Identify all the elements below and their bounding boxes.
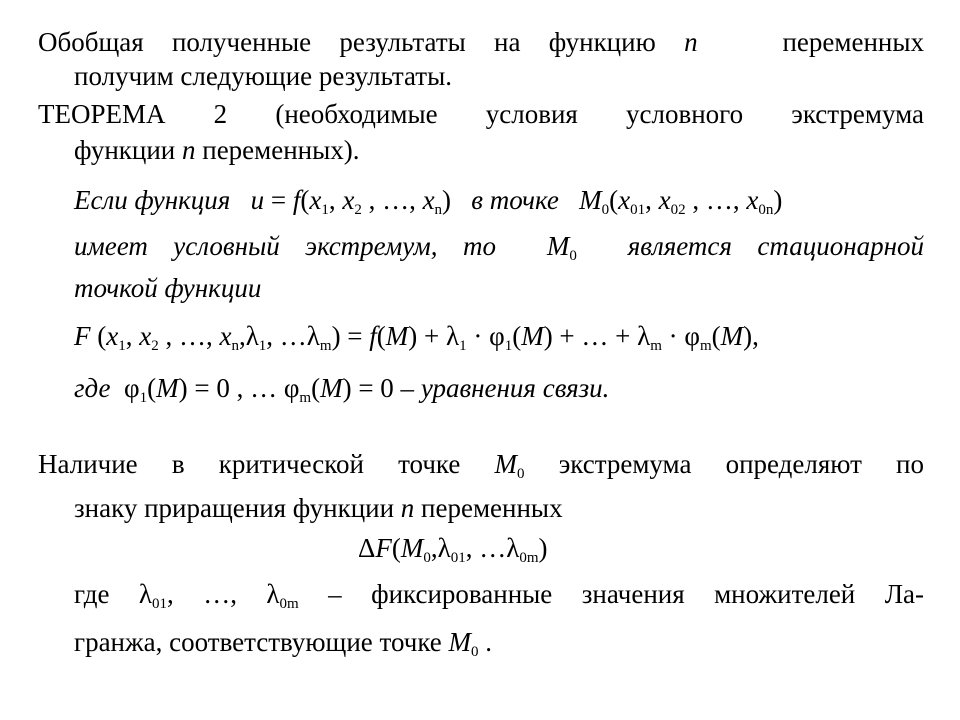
theorem-statement-line-1: Если функция $u = f(x_1$, $x_2$ , …, $x_n$) в точке $M_0(x_{01}$, $x_{02}$ , …, $x_{0n}$): [74, 185, 783, 218]
existence-line-1: Наличие в критической точке $M_0$ экстремума определяют по: [38, 449, 925, 482]
existence-line-4: гранжа, соответствующие точке $M_0$ .: [74, 627, 493, 660]
intro-line-2: получим следующие результаты.: [74, 61, 452, 91]
constraint-equations: где $\varphi_1(M) = 0$ , … $\varphi_m(M) = 0$ – уравнения связи.: [74, 373, 610, 406]
existence-line-3: где $\lambda_{01}$, …, $\lambda_{0m}$ – фиксированные значения множителей Ла-: [74, 579, 924, 612]
theorem-statement-line-3: точкой функции: [74, 273, 262, 303]
intro-line-1: Обобщая полученные результаты на функцию n переменных: [38, 27, 924, 57]
theorem-heading: ТЕОРЕМА 2 (необходимые условия условного экстремума: [38, 99, 924, 129]
theorem-heading-cont: функции n переменных).: [74, 135, 360, 165]
existence-line-2: знаку приращения функции n переменных: [74, 493, 563, 523]
lagrange-formula: F ($x_1$, $x_2$ , …, $x_n,\lambda_1$, $\dots\lambda_m) = f(M) + \lambda_1 \cdot \varphi_1(M)$ + … + $\lambda_m \cdot \varphi_m(M)$,: [74, 321, 759, 354]
increment-formula: $\Delta F(M_0,\lambda_{01}$, $\dots\lambda_{0m}$): [358, 533, 548, 566]
theorem-statement-line-2: имеет условный экстремум, то $M_0$ является стационарной: [74, 231, 924, 264]
